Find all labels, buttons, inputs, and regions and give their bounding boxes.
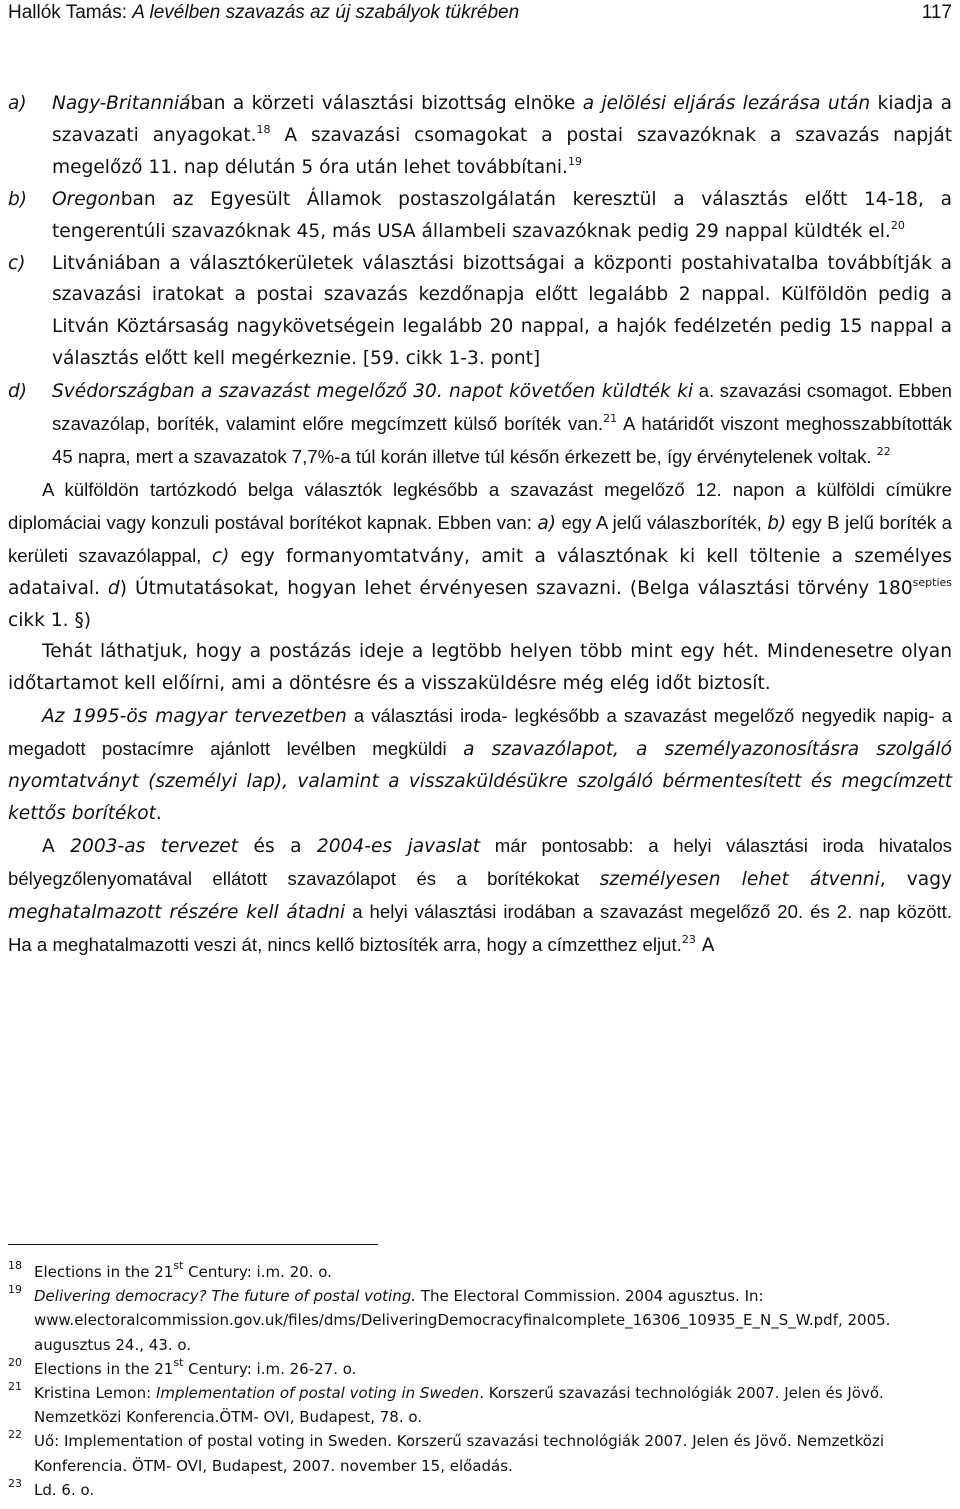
paragraph-text: egy formanyomtatvány, amit a választónak ki kell töltenie a személyes adataival.: [8, 545, 952, 599]
footnote-italic-text: Delivering democracy? The future of postal voting.: [34, 1287, 417, 1306]
list-item-b: [8, 184, 952, 248]
paragraph-tehat: [8, 636, 952, 700]
item-text: ban az Egyesült Államok postaszolgálatán keresztül a választás előtt 14-18, a tengerentúli szavazóknak 45, más USA állambeli szavazóknak pedig 29 nappal küldték el.: [52, 188, 952, 242]
paragraph-text: A: [42, 835, 71, 857]
footnote-20: [8, 1357, 952, 1381]
paragraph-text: , vagy: [879, 868, 953, 890]
footnote-text: Century: i.m. 20. o.: [183, 1263, 332, 1281]
footnote-19: [8, 1284, 952, 1357]
footnote-text: . Korszerű szavazási technológiák 2007. Jelen és Jövő. Nemzetközi Konferencia.ÖTM- OVI, Budapest, 78. o.: [34, 1384, 884, 1427]
paragraph-italic-text: Az 1995-ös magyar tervezetben: [42, 706, 347, 728]
paragraph-text: a választási iroda- legkésőbb a szavazást megelőző negyedik napig- a megadott postacímre ajánlott levélben megküldi: [8, 705, 952, 760]
paragraph-text: egy A jelű válaszboríték,: [556, 511, 768, 533]
footnote-number: 19: [8, 1283, 22, 1297]
paragraph-text: és a: [238, 835, 317, 857]
header-article-title: A levélben szavazás az új szabályok tükrében: [132, 2, 520, 23]
footnote-ref[interactable]: 21: [603, 412, 618, 426]
item-text: A szavazási csomagokat a postai szavazóknak a szavazás napját megelőző 11. nap délután 5 óra után lehet továbbítani.: [52, 124, 952, 178]
superscript: septies: [912, 575, 953, 589]
item-label: a): [8, 93, 27, 114]
paragraph-text: Tehát láthatjuk, hogy a postázás ideje a legtöbb helyen több mint egy hét. Mindenesetre olyan időtartamot kell előírni, ami a döntésre és a visszaküldésre még elég időt biztosít.: [8, 641, 952, 695]
paragraph-text: ) Útmutatásokat, hogyan lehet érvényesen szavazni. (Belga választási törvény 180: [119, 577, 913, 599]
paragraph-text: a helyi választási irodában a szavazást megelőző 20. és 2. nap között. Ha a meghatalmazotti veszi át, nincs kellő biztosíték arra, hogy a címzetthez eljut.: [8, 900, 952, 955]
footnote-number: 22: [8, 1428, 22, 1442]
header-author: Hallók Tamás:: [8, 2, 133, 23]
item-text: Litvániában a választókerületek választási bizottságai a központi postahivatalba továbbítják a szavazási iratokat a postai szavazás kezdőnapja előtt legalább 2 nappal. Külföldön pedig a Litván Köztársaság nagykövetségein legalább 20 nappal, a hajók fedélzetén pedig 15 nappal a választás előtt kell megérkeznie. [59. cikk 1-3. pont]: [52, 252, 952, 370]
enum-label: d: [107, 577, 120, 599]
item-label: d): [8, 381, 28, 403]
list-item-a: [8, 88, 952, 184]
footnote-ref[interactable]: 22: [876, 444, 891, 458]
paragraph-text: .: [155, 802, 162, 824]
enum-label: a): [537, 512, 556, 534]
footnote-number: 21: [8, 1380, 22, 1394]
footnote-number: 18: [8, 1259, 22, 1272]
paragraph-text: egy B jelű boríték a kerületi szavazólappal,: [8, 511, 952, 566]
paragraph-italic-text: személyesen lehet átvenni: [599, 868, 880, 890]
footnote-link-text[interactable]: The Electoral Commission. 2004 agusztus. In: www.electoralcommission.gov.uk/files/dms/DeliveringDemocracyfinalcomplete_16306_10935_E_N_S_W.pdf, 2005. augusztus 24., 43. o.: [34, 1287, 891, 1354]
header-title: [8, 2, 519, 24]
footnote-text: Kristina Lemon:: [34, 1384, 156, 1403]
paragraph-text: már pontosabb: a helyi választási iroda hivatalos bélyegzőlenyomatával ellátott szavazólapot és a borítékokat: [8, 834, 952, 889]
item-label: b): [8, 188, 28, 210]
footnote-ref[interactable]: 18: [256, 122, 271, 136]
paragraph-italic-text: a szavazólapot, a személyazonosításra szolgáló nyomtatványt (személyi lap), valamint a visszaküldésükre szolgáló bérmentesített és megcímzett kettős borítékot: [8, 739, 952, 824]
item-text: a. szavazási csomagot. Ebben szavazólap, boríték, valamint előre megcímzett külső boríték van.: [52, 380, 952, 435]
paragraph-1995: [8, 700, 952, 830]
footnote-23: [8, 1478, 952, 1502]
item-text: kiadja a szavazati anyagokat.: [52, 93, 952, 146]
footnote-italic-text: Implementation of postal voting in Sweden: [155, 1384, 480, 1403]
paragraph-italic-text: 2004-es javaslat: [316, 835, 481, 857]
superscript: st: [173, 1259, 184, 1272]
paragraph-text: A külföldön tartózkodó belga választók legkésőbb a szavazást megelőző 12. napon a külföldi címükre diplomáciai vagy konzuli postával borítékot kapnak. Ebben van:: [8, 478, 952, 533]
paragraph-italic-text: meghatalmazott részére kell átadni: [8, 901, 346, 923]
footnote-ref[interactable]: 20: [890, 218, 905, 232]
footnote-22: [8, 1429, 952, 1477]
item-text: A határidőt viszont meghosszabbították 45 napra, mert a szavazatok 7,7%-a túl korán illetve túl későn érkezett be, így érvénytelenek voltak.: [52, 413, 952, 467]
footnote-text: Century: i.m. 26-27. o.: [183, 1359, 357, 1378]
list-item-c: [8, 248, 952, 376]
item-italic-text: a jelölési eljárás lezárása után: [582, 93, 871, 114]
enum-label: b): [767, 512, 787, 534]
footnote-18: [8, 1260, 952, 1284]
enum-label: c): [211, 545, 230, 567]
running-header: [8, 0, 952, 30]
footnote-ref[interactable]: 23: [681, 932, 696, 946]
footnote-21: [8, 1381, 952, 1429]
paragraph-2003: [8, 830, 952, 962]
list-item-d: [8, 375, 952, 474]
footnote-text: Elections in the 21: [34, 1263, 174, 1281]
paragraph-italic-text: 2003-as tervezet: [70, 835, 239, 857]
page-number: 117: [921, 2, 952, 23]
item-label: c): [8, 252, 26, 274]
superscript: st: [173, 1355, 184, 1369]
footnote-number: 23: [8, 1476, 22, 1490]
footnote-separator: [8, 1244, 378, 1245]
footnote-text: Elections in the 21: [34, 1359, 174, 1378]
footnote-number: 20: [8, 1355, 22, 1369]
item-country: Nagy-Britanniá: [52, 93, 191, 114]
item-country: Oregon: [52, 188, 121, 210]
footnotes: [8, 1260, 952, 1502]
footnote-text: Ld. 6. o.: [34, 1480, 95, 1499]
paragraph-text: A: [695, 934, 715, 956]
paragraph-belgium: [8, 474, 952, 637]
item-italic-text: Svédországban a szavazást megelőző 30. napot követően küldték ki: [52, 381, 694, 403]
item-text: ban a körzeti választási bizottság elnöke: [190, 93, 583, 114]
paragraph-text: cikk 1. §): [8, 609, 92, 631]
body-text: [8, 88, 952, 961]
footnote-ref[interactable]: 19: [567, 154, 582, 168]
footnote-text: Uő: Implementation of postal voting in Sweden. Korszerű szavazási technológiák 2007. Jelen és Jövő. Nemzetközi Konferencia. ÖTM- OVI, Budapest, 2007. november 15, előadás.: [34, 1432, 884, 1475]
